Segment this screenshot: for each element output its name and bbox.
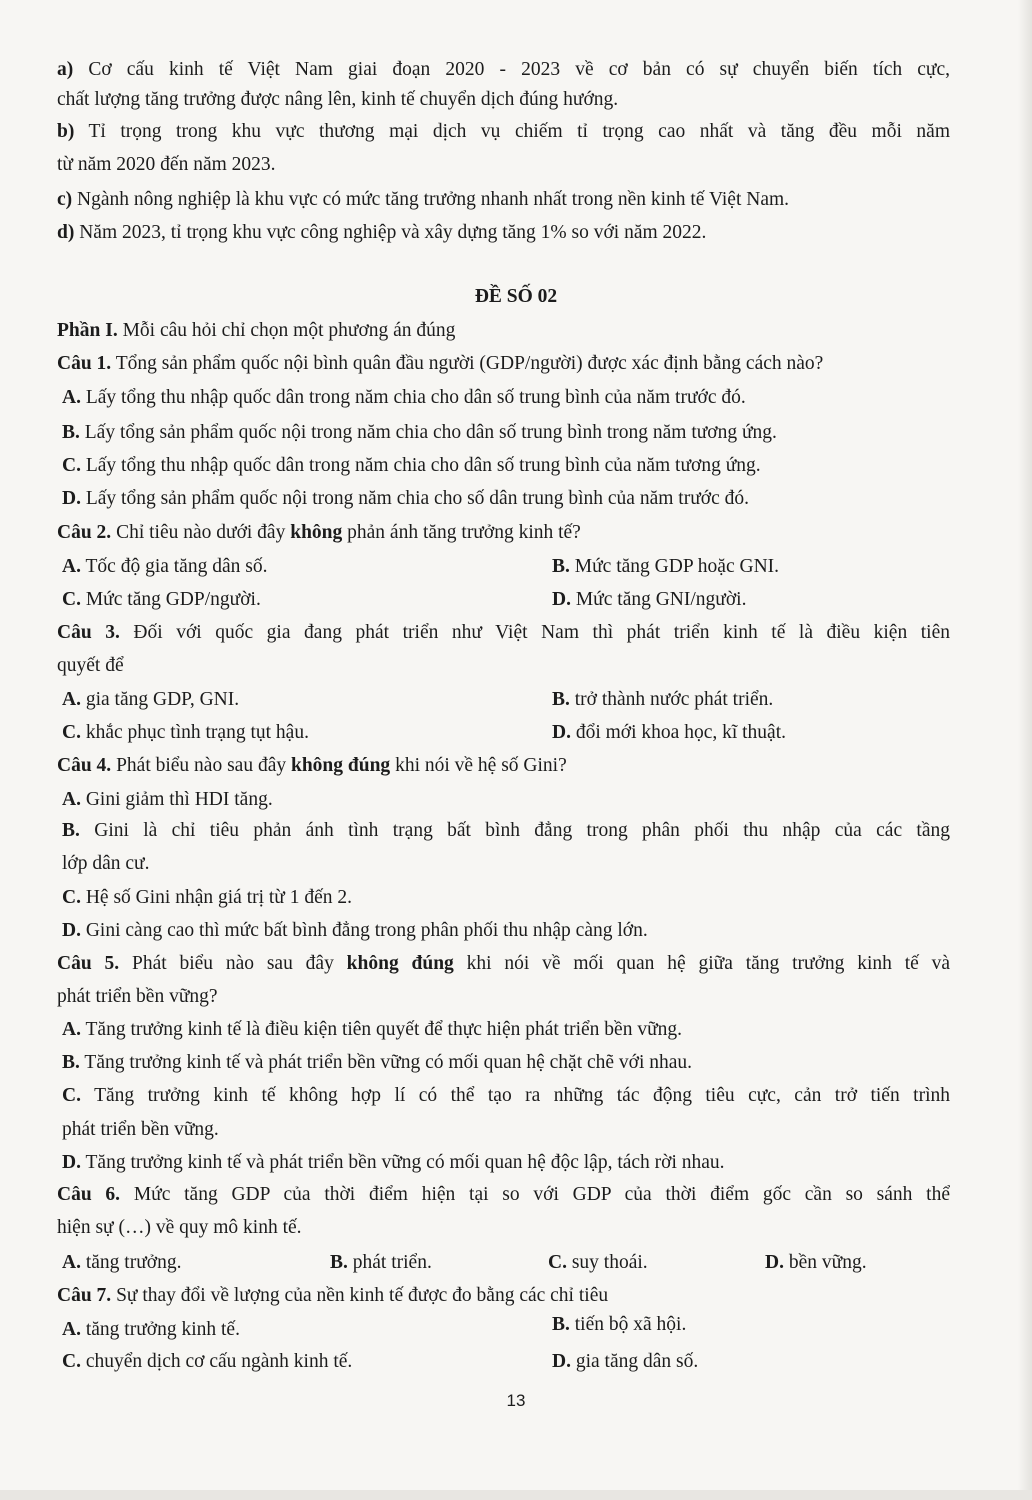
question-3-cont: quyết để xyxy=(57,655,124,676)
option-key: B. xyxy=(552,689,570,710)
option-key: B. xyxy=(62,1052,80,1073)
option-text: Tăng trưởng kinh tế và phát triển bền vững có mối quan hệ chặt chẽ với nhau. xyxy=(84,1052,693,1073)
question-stem: Phát biểu nào sau đây xyxy=(131,953,334,974)
option-text: Lấy tổng sản phẩm quốc nội trong năm chia cho số dân trung bình của năm trước đó. xyxy=(85,488,749,509)
question-stem: Chỉ tiêu nào dưới đây xyxy=(116,522,286,543)
statement-b-cont: từ năm 2020 đến năm 2023. xyxy=(57,154,276,175)
question-6 xyxy=(57,1183,950,1207)
option-3d xyxy=(552,721,786,745)
question-label: Câu 2. xyxy=(57,522,112,543)
question-stem: Đối với quốc gia đang phát triển như Việt Nam thì phát triển kinh tế là điều kiện tiên xyxy=(133,622,950,643)
question-stem: Mức tăng GDP của thời điểm hiện tại so với GDP của thời điểm gốc cần so sánh thể xyxy=(133,1184,951,1205)
part-label: Phần I. xyxy=(57,320,118,341)
question-label: Câu 5. xyxy=(57,953,120,974)
option-key: C. xyxy=(62,1351,81,1372)
option-key: A. xyxy=(62,1019,81,1040)
option-key: C. xyxy=(62,455,81,476)
option-text: Mức tăng GDP/người. xyxy=(85,589,261,610)
option-key: D. xyxy=(62,1152,81,1173)
option-6c xyxy=(548,1251,648,1275)
option-4b-cont: lớp dân cư. xyxy=(62,853,150,874)
page-number: 13 xyxy=(506,1391,526,1410)
option-key: A. xyxy=(62,689,81,710)
option-key: B. xyxy=(62,422,80,443)
option-text: chuyển dịch cơ cấu ngành kinh tế. xyxy=(85,1351,353,1372)
statement-label: c) xyxy=(57,189,73,210)
option-4c xyxy=(62,886,352,910)
option-text: Tốc độ gia tăng dân số. xyxy=(85,556,268,577)
question-stem: phản ánh tăng trưởng kinh tế? xyxy=(347,522,581,543)
option-key: D. xyxy=(552,1351,571,1372)
option-7a xyxy=(62,1318,240,1342)
option-key: D. xyxy=(552,589,571,610)
option-text: bền vững. xyxy=(788,1252,867,1273)
question-label: Câu 7. xyxy=(57,1285,112,1306)
question-stem: khi nói về mối quan hệ giữa tăng trưởng kinh tế và xyxy=(466,953,951,974)
option-6a xyxy=(62,1251,181,1275)
option-text: Hệ số Gini nhận giá trị từ 1 đến 2. xyxy=(85,887,353,908)
option-key: A. xyxy=(62,1252,81,1273)
option-1d xyxy=(62,487,749,511)
option-text: Mức tăng GNI/người. xyxy=(575,589,747,610)
option-key: A. xyxy=(62,1319,81,1340)
statement-label: d) xyxy=(57,222,75,243)
option-2a xyxy=(62,555,267,579)
statement-d xyxy=(57,221,706,245)
option-key: B. xyxy=(552,556,570,577)
part-heading xyxy=(57,319,455,343)
option-text: Tăng trưởng kinh tế không hợp lí có thể tạo ra những tác động tiêu cực, cản trở tiến trình xyxy=(94,1085,950,1106)
question-emphasis: không xyxy=(290,522,343,543)
option-5c-cont: phát triển bền vững. xyxy=(62,1119,219,1140)
option-key: C. xyxy=(62,589,81,610)
option-text: tiến bộ xã hội. xyxy=(574,1314,687,1335)
option-key: A. xyxy=(62,387,81,408)
option-key: D. xyxy=(765,1252,784,1273)
option-key: B. xyxy=(62,820,80,841)
option-1c xyxy=(62,454,761,478)
question-2 xyxy=(57,521,581,545)
option-7c xyxy=(62,1350,352,1374)
option-3b xyxy=(552,688,773,712)
part-text: Mỗi câu hỏi chỉ chọn một phương án đúng xyxy=(122,320,456,341)
statement-a xyxy=(57,58,950,82)
option-key: C. xyxy=(62,1085,81,1106)
question-label: Câu 4. xyxy=(57,755,112,776)
question-5-cont: phát triển bền vững? xyxy=(57,986,218,1007)
option-text: Lấy tổng sản phẩm quốc nội trong năm chia cho dân số trung bình trong năm tương ứng. xyxy=(84,422,777,443)
option-text: khắc phục tình trạng tụt hậu. xyxy=(85,722,309,743)
question-3 xyxy=(57,621,950,645)
option-5a xyxy=(62,1018,682,1042)
option-5d xyxy=(62,1151,725,1175)
option-1b xyxy=(62,421,777,445)
option-text: suy thoái. xyxy=(571,1252,648,1273)
statement-text: Năm 2023, tỉ trọng khu vực công nghiệp và xây dựng tăng 1% so với năm 2022. xyxy=(79,222,707,243)
option-text: đổi mới khoa học, kĩ thuật. xyxy=(575,722,787,743)
statement-text: Ngành nông nghiệp là khu vực có mức tăng trưởng nhanh nhất trong nền kinh tế Việt Nam. xyxy=(77,189,790,210)
exam-title: ĐỀ SỐ 02 xyxy=(474,286,558,307)
question-stem: Tổng sản phẩm quốc nội bình quân đầu người (GDP/người) được xác định bằng cách nào? xyxy=(115,353,824,374)
option-text: tăng trưởng kinh tế. xyxy=(85,1319,240,1340)
option-key: C. xyxy=(62,722,81,743)
option-2c xyxy=(62,588,261,612)
option-text: Tăng trưởng kinh tế và phát triển bền vững có mối quan hệ độc lập, tách rời nhau. xyxy=(85,1152,725,1173)
option-5b xyxy=(62,1051,692,1075)
option-key: D. xyxy=(62,920,81,941)
option-text: Tăng trưởng kinh tế là điều kiện tiên quyết để thực hiện phát triển bền vững. xyxy=(85,1019,683,1040)
option-6b xyxy=(330,1251,432,1275)
option-4a xyxy=(62,788,273,812)
question-4 xyxy=(57,754,567,778)
option-text: Gini càng cao thì mức bất bình đẳng trong phân phối thu nhập càng lớn. xyxy=(85,920,648,941)
option-key: B. xyxy=(552,1314,570,1335)
option-7b xyxy=(552,1313,686,1337)
option-text: Lấy tổng thu nhập quốc dân trong năm chia cho dân số trung bình của năm trước đó. xyxy=(85,387,746,408)
statement-text: Cơ cấu kinh tế Việt Nam giai đoạn 2020 - 2023 về cơ bản có sự chuyển biến tích cực, xyxy=(88,59,950,80)
option-key: B. xyxy=(330,1252,348,1273)
statement-c xyxy=(57,188,789,212)
option-key: A. xyxy=(62,789,81,810)
question-5 xyxy=(57,952,950,976)
statement-b xyxy=(57,120,950,144)
option-7d xyxy=(552,1350,698,1374)
scan-bottom-edge xyxy=(0,1490,1032,1500)
option-text: phát triển. xyxy=(352,1252,432,1273)
option-3c xyxy=(62,721,309,745)
option-text: Gini là chỉ tiêu phản ánh tình trạng bất bình đẳng trong phân phối thu nhập của các tầng xyxy=(94,820,951,841)
option-text: Gini giảm thì HDI tăng. xyxy=(85,789,273,810)
option-4b xyxy=(62,819,950,843)
statement-label: a) xyxy=(57,59,74,80)
question-label: Câu 6. xyxy=(57,1184,121,1205)
option-key: C. xyxy=(548,1252,567,1273)
option-key: D. xyxy=(62,488,81,509)
option-key: A. xyxy=(62,556,81,577)
option-4d xyxy=(62,919,648,943)
option-3a xyxy=(62,688,239,712)
option-text: tăng trưởng. xyxy=(85,1252,182,1273)
option-key: C. xyxy=(62,887,81,908)
option-text: gia tăng GDP, GNI. xyxy=(85,689,240,710)
option-5c xyxy=(62,1084,950,1108)
question-label: Câu 3. xyxy=(57,622,120,643)
question-7 xyxy=(57,1284,608,1308)
option-text: trở thành nước phát triển. xyxy=(574,689,774,710)
question-emphasis: không đúng xyxy=(290,755,391,776)
statement-a-cont: chất lượng tăng trưởng được nâng lên, kinh tế chuyển dịch đúng hướng. xyxy=(57,89,619,110)
option-text: Mức tăng GDP hoặc GNI. xyxy=(574,556,780,577)
option-1a xyxy=(62,386,746,410)
question-6-cont: hiện sự (…) về quy mô kinh tế. xyxy=(57,1217,302,1238)
question-1 xyxy=(57,352,823,376)
question-stem: khi nói về hệ số Gini? xyxy=(395,755,567,776)
question-emphasis: không đúng xyxy=(346,953,454,974)
option-text: Lấy tổng thu nhập quốc dân trong năm chia cho dân số trung bình của năm tương ứng. xyxy=(85,455,761,476)
option-2b xyxy=(552,555,779,579)
statement-text: Tỉ trọng trong khu vực thương mại dịch vụ chiếm tỉ trọng cao nhất và tăng đều mỗi năm xyxy=(88,121,950,142)
question-label: Câu 1. xyxy=(57,353,112,374)
option-2d xyxy=(552,588,746,612)
statement-label: b) xyxy=(57,121,75,142)
option-text: gia tăng dân số. xyxy=(575,1351,699,1372)
page-edge-shadow xyxy=(1018,0,1032,1500)
option-6d xyxy=(765,1251,867,1275)
question-stem: Phát biểu nào sau đây xyxy=(116,755,287,776)
option-key: D. xyxy=(552,722,571,743)
question-stem: Sự thay đổi về lượng của nền kinh tế được đo bằng các chỉ tiêu xyxy=(116,1285,609,1306)
